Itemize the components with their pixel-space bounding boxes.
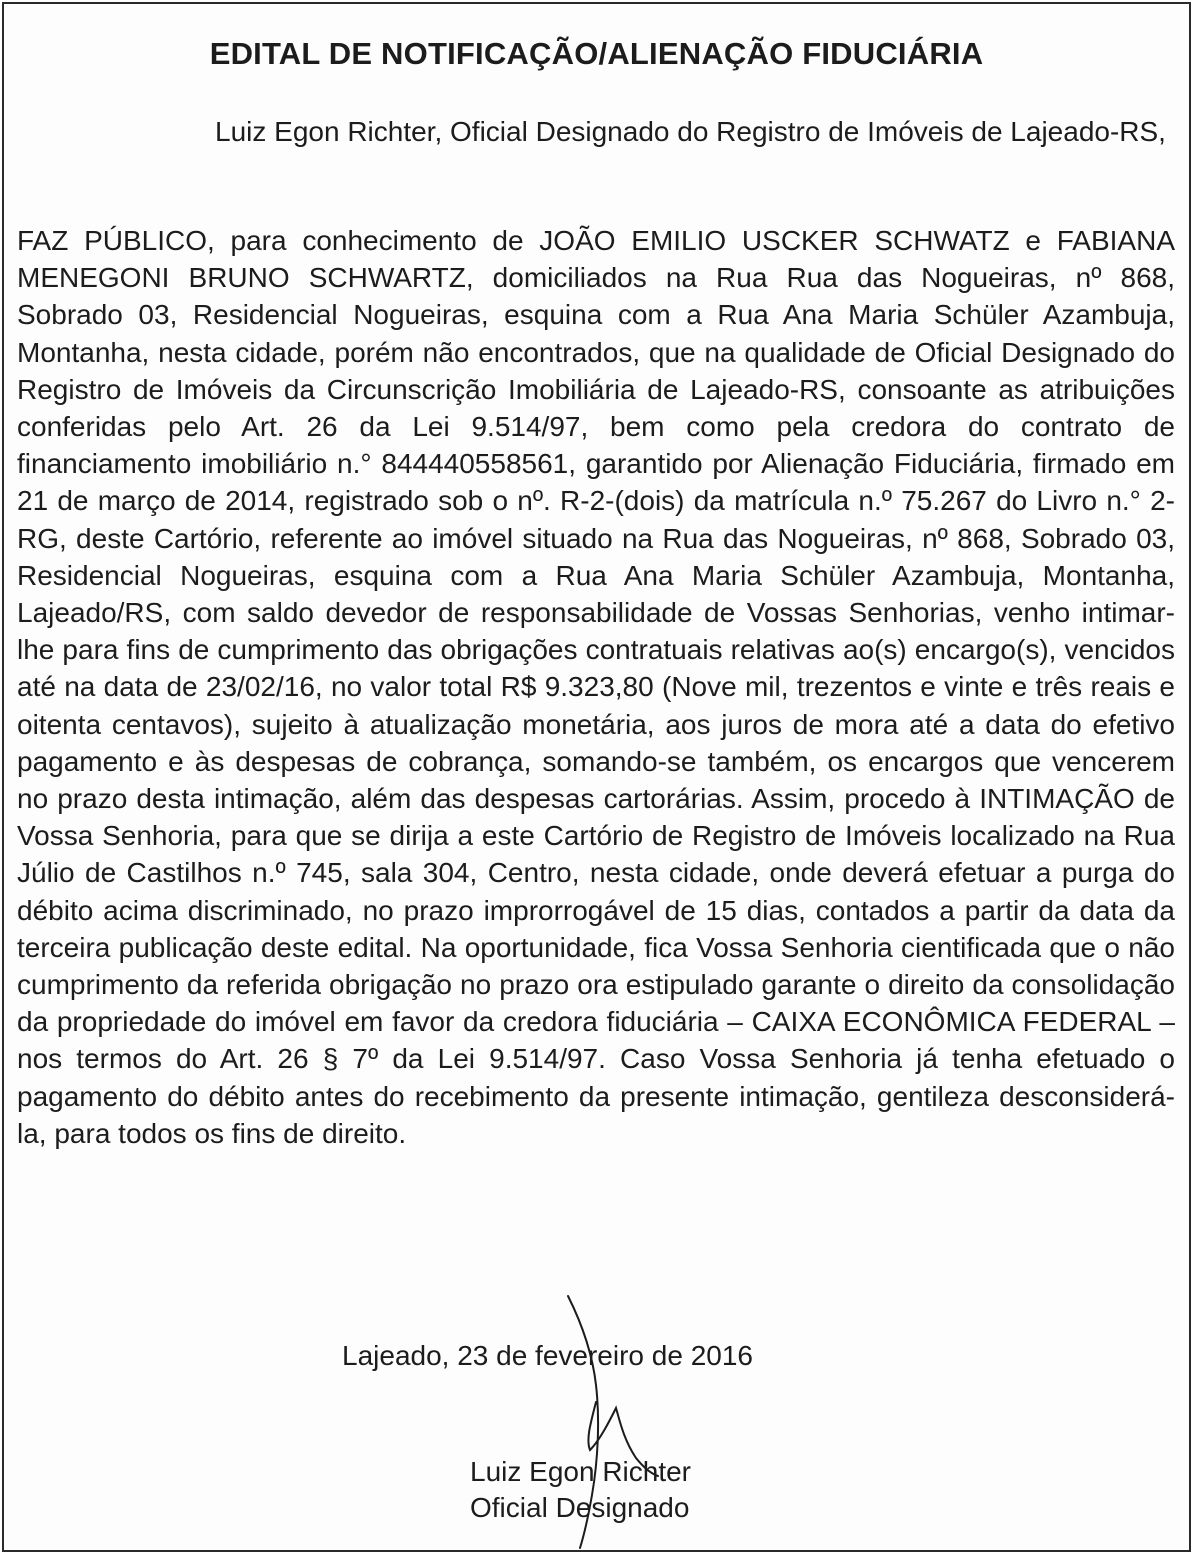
document-title: EDITAL DE NOTIFICAÇÃO/ALIENAÇÃO FIDUCIÁRIA: [209, 36, 984, 71]
place-date: Lajeado, 23 de fevereiro de 2016: [342, 1340, 753, 1371]
body-paragraph: FAZ PÚBLICO, para conhecimento de JOÃO EMILIO USCKER SCHWATZ e FABIANA MENEGONI BRUNO SCHWARTZ, domiciliados na Rua Rua das Nogueiras, nº 868, Sobrado 03, Residencial Nogueiras, esquina com a Rua Ana Maria Schüler Azambuja, Montanha, nesta cidade, porém não encontrados, que na qualidade de Oficial Designado do Registro de Imóveis da Circunscrição Imobiliária de Lajeado-RS, consoante as atribuições conferidas pelo Art. 26 da Lei 9.514/97, bem como pela credora do contrato de financiamento imobiliário n.° 844440558561, garantido por Alienação Fiduciária, firmado em 21 de março de 2014, registrado sob o nº. R-2-(dois) da matrícula n.º 75.267 do Livro n.° 2-RG, deste Cartório, referente ao imóvel situado na Rua das Nogueiras, nº 868, Sobrado 03, Residencial Nogueiras, esquina com a Rua Ana Maria Schüler Azambuja, Montanha, Lajeado/RS, com saldo devedor de responsabilidade de Vossas Senhorias, venho intimar-lhe para fins de cumprimento das obrigações contratuais relativas ao(s) encargo(s), vencidos até na data de 23/02/16, no valor total R$ 9.323,80 (Nove mil, trezentos e vinte e três reais e oitenta centavos), sujeito à atualização monetária, aos juros de mora até a data do efetivo pagamento e às despesas de cobrança, somando-se também, os encargos que vencerem no prazo desta intimação, além das despesas cartorárias. Assim, procedo à INTIMAÇÃO de Vossa Senhoria, para que se dirija a este Cartório de Registro de Imóveis localizado na Rua Júlio de Castilhos n.º 745, sala 304, Centro, nesta cidade, onde deverá efetuar a purga do débito acima discriminado, no prazo improrrogável de 15 dias, contados a partir da data da terceira publicação deste edital. Na oportunidade, fica Vossa Senhoria cientificada que o não cumprimento da referida obrigação no prazo ora estipulado garante o direito da consolidação da propriedade do imóvel em favor da credora fiduciária – CAIXA ECONÔMICA FEDERAL – nos termos do Art. 26 § 7º da Lei 9.514/97. Caso Vossa Senhoria já tenha efetuado o pagamento do débito antes do recebimento da presente intimação, gentileza desconsiderá-la, para todos os fins de direito.: [17, 225, 1175, 1149]
signatory-name: Luiz Egon Richter: [470, 1456, 692, 1487]
intro-paragraph: Luiz Egon Richter, Oficial Designado do Registro de Imóveis de Lajeado-RS,: [215, 116, 1166, 147]
signatory-role: Oficial Designado: [470, 1492, 690, 1523]
signature-block: [470, 1454, 691, 1526]
